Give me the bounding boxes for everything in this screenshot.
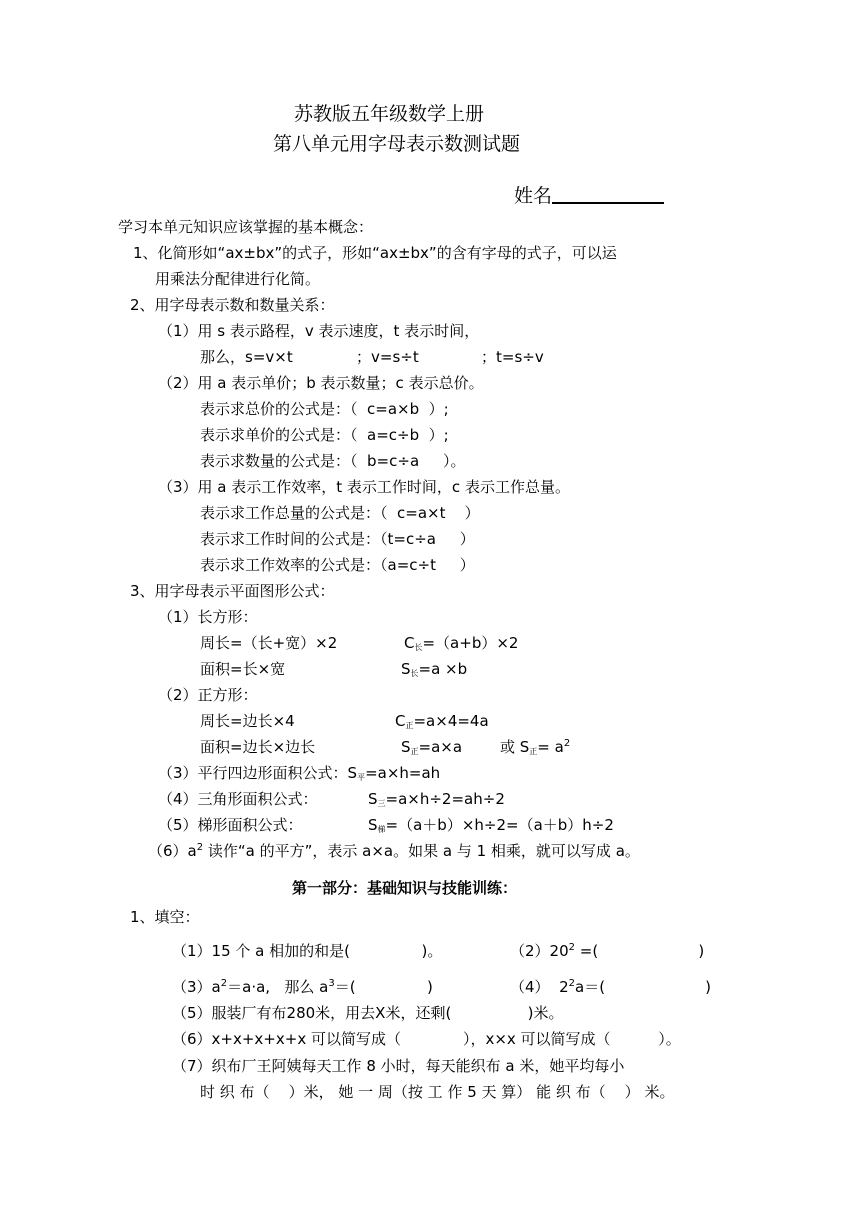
- question-1-5: （5）服装厂有布280米，用去X米，还剩( )米。: [172, 1004, 564, 1022]
- rectangle-area-words: 面积=长×宽: [200, 660, 286, 678]
- triangle-area-label: （4）三角形面积公式：: [158, 790, 318, 808]
- trapezoid-area-label: （5）梯形面积公式：: [158, 816, 303, 834]
- question-1-1: （1）15 个 a 相加的和是( )。: [172, 942, 443, 960]
- name-label: 姓名: [514, 185, 553, 207]
- concept-3-1: （1）长方形：: [158, 608, 258, 626]
- square-perimeter-words: 周长=边长×4: [200, 712, 295, 730]
- square-area-formula-alt: 或 $S_正= a^2$: [500, 738, 571, 756]
- concept-2-1-formula-v: ；v=s÷t: [356, 348, 419, 366]
- trapezoid-area-formula: $S_梯=(a+b)\times h\div 2=(a+b)h\div 2$: [368, 816, 614, 834]
- question-1-4: （4） $2^2a=$( ): [510, 978, 712, 996]
- triangle-area-formula: $S_三=a\times h\div 2=ah\div 2$: [368, 790, 505, 808]
- rectangle-area-formula: $S_长=a \times b$: [401, 660, 468, 678]
- concept-2-2: （2）用 a 表示单价；b 表示数量；c 表示总价。: [158, 374, 484, 392]
- name-underline: [552, 186, 664, 204]
- square-perimeter-formula: $C_正=a\times 4=4a$: [395, 712, 489, 730]
- concept-2-3-work-rate: 表示求工作效率的公式是：（a=c÷t ）: [200, 556, 475, 574]
- rectangle-perimeter-words: 周长=（长+宽）×2: [200, 634, 338, 652]
- concept-2-1-formula-s: 那么，s=v×t: [200, 348, 293, 366]
- concept-2-3: （3）用 a 表示工作效率，t 表示工作时间，c 表示工作总量。: [158, 478, 570, 496]
- concept-2-3-total-work: 表示求工作总量的公式是：（ c=a×t ）: [200, 504, 480, 522]
- name-field: [514, 186, 664, 206]
- concept-2: 2、用字母表示数和数量关系：: [130, 296, 335, 314]
- question-1-7-line-2: 时 织 布（ ）米， 她 一 周（按 工 作 5 天 算） 能 织 布（ ） 米。: [200, 1083, 675, 1101]
- concept-3-2: （2）正方形：: [158, 686, 258, 704]
- square-area-formula: $S_正=a\times a$: [401, 738, 463, 756]
- page-subtitle: 第八单元用字母表示数测试题: [273, 133, 521, 155]
- concept-1-line-1: 1、化简形如“ax±bx”的式子，形如“ax±bx”的含有字母的式子，可以运: [133, 244, 617, 262]
- question-1-3: $(3)a^2=a\cdot a$, 那么 $a^3=$( ): [172, 978, 433, 996]
- concept-2-2-quantity: 表示求数量的公式是：（ b=c÷a ）。: [200, 452, 466, 470]
- concept-2-3-work-time: 表示求工作时间的公式是：（t=c÷a ）: [200, 530, 475, 548]
- page-title: 苏教版五年级数学上册: [294, 103, 485, 125]
- concept-2-1-formula-t: ；t=s÷v: [481, 348, 544, 366]
- question-1-6: （6）x+x+x+x+x 可以简写成（ ），x×x 可以简写成（ ）。: [172, 1030, 681, 1048]
- square-area-words: 面积=边长×边长: [200, 738, 316, 756]
- concept-3: 3、用字母表示平面图形公式：: [130, 582, 335, 600]
- question-1: 1、填空：: [130, 908, 200, 926]
- parallelogram-area-formula: （3）平行四边形面积公式：$S_平=a\times h=ah$: [158, 764, 441, 782]
- concepts-intro: 学习本单元知识应该掌握的基本概念：: [118, 218, 374, 236]
- square-notation-note: $(6)a^2$ 读作“a 的平方”，表示 a×a。如果 a 与 1 相乘，就可以写成 a。: [148, 842, 640, 860]
- concept-1-line-2: 用乘法分配律进行化简。: [155, 270, 321, 288]
- question-1-7-line-1: （7）织布厂王阿姨每天工作 8 小时，每天能织布 a 米，她平均每小: [172, 1057, 625, 1075]
- question-1-2: $(2)20^2$ =( ): [510, 942, 705, 960]
- concept-2-1: （1）用 s 表示路程，v 表示速度，t 表示时间，: [158, 322, 480, 340]
- part-1-heading: 第一部分：基础知识与技能训练：: [292, 879, 518, 897]
- concept-2-2-unit-price: 表示求单价的公式是：（ a=c÷b ）;: [200, 426, 449, 444]
- concept-2-2-total-price: 表示求总价的公式是：（ c=a×b ）;: [200, 400, 449, 418]
- rectangle-perimeter-formula: $C_长=(a+b)\times 2$: [404, 634, 519, 652]
